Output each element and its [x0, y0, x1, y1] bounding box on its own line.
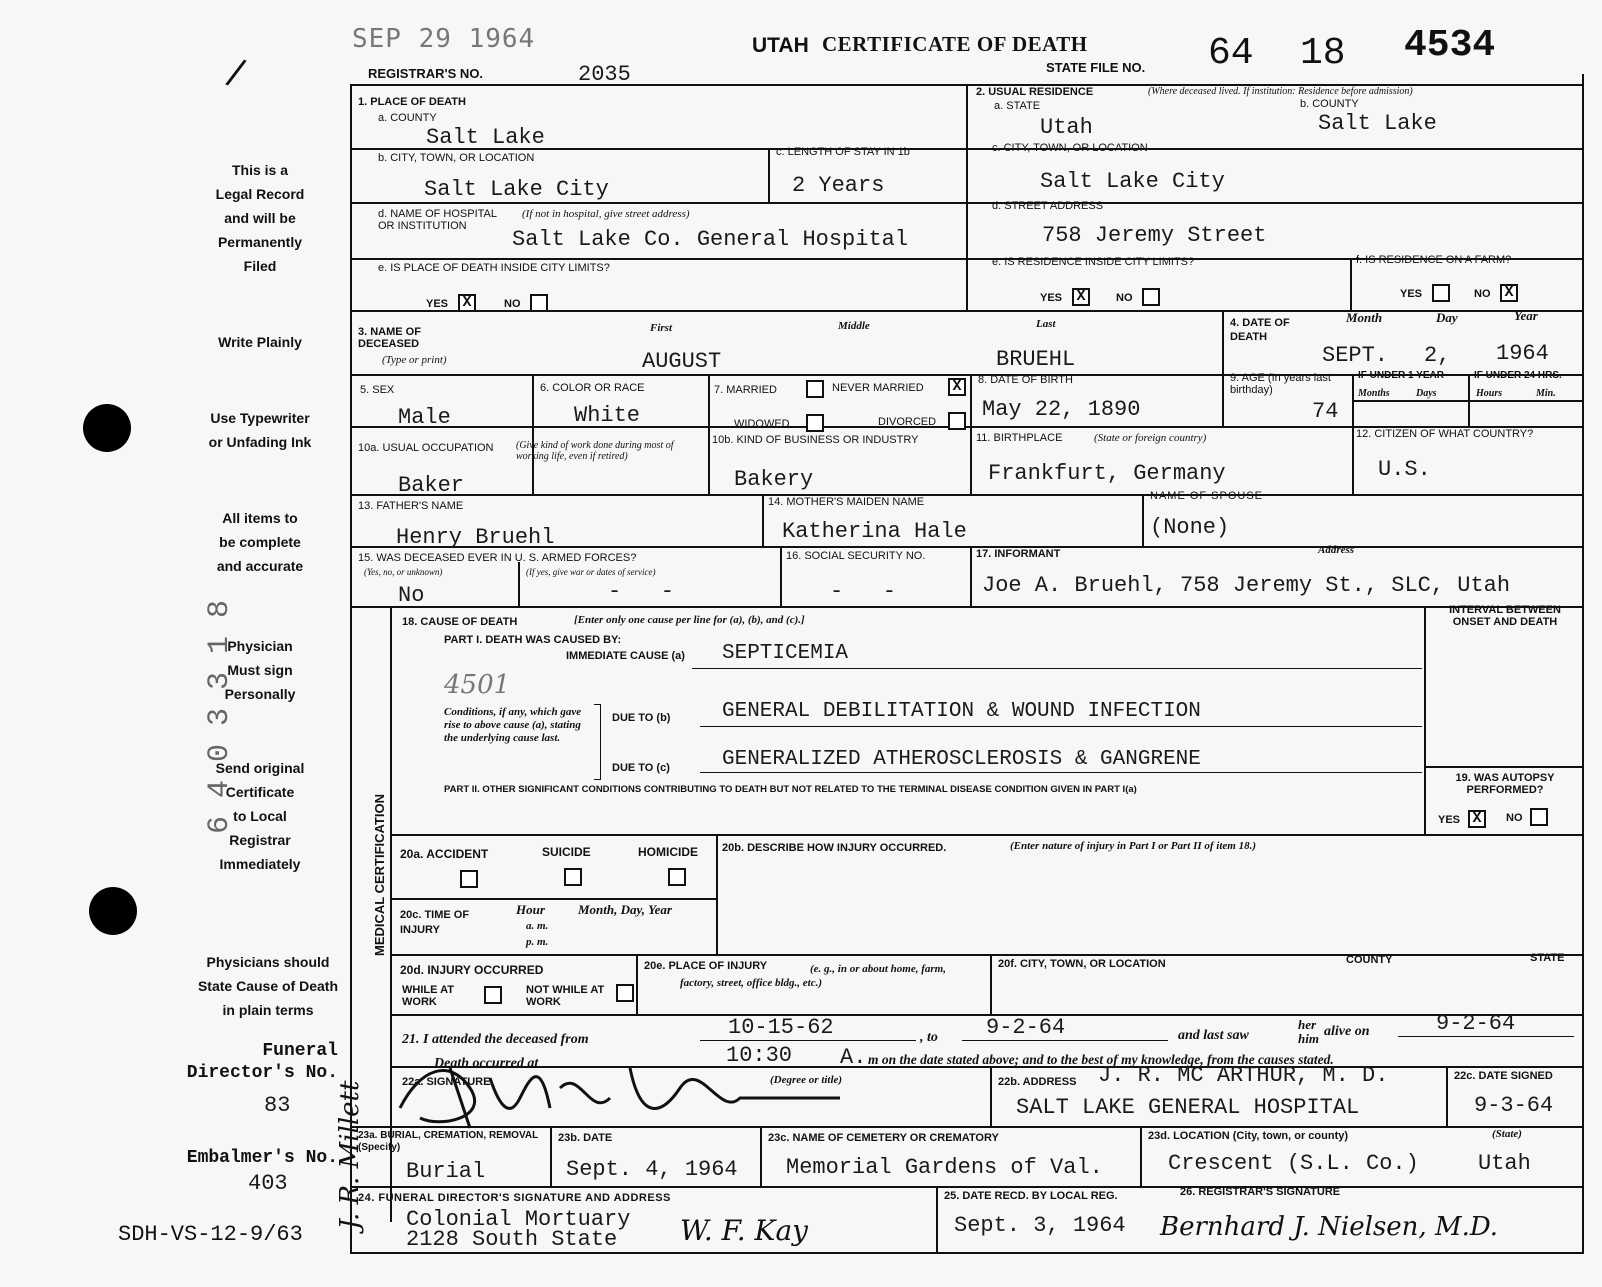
cemetery-label: 23c. NAME OF CEMETERY OR CREMATORY	[768, 1132, 999, 1144]
certificate-title: CERTIFICATE OF DEATH	[822, 32, 1088, 56]
attended-label: 21. I attended the deceased from	[402, 1032, 589, 1047]
part1-label: PART I. DEATH WAS CAUSED BY:	[444, 634, 622, 646]
birthplace-label: 11. BIRTHPLACE	[976, 432, 1063, 444]
last-saw-label: and last saw	[1178, 1028, 1249, 1043]
name-note: (Type or print)	[382, 354, 447, 366]
residence-street: 758 Jeremy Street	[1042, 223, 1267, 248]
never-married-checkbox[interactable]: X	[948, 378, 966, 396]
married-label: 7. MARRIED	[714, 384, 777, 396]
physician-name: J. R. MC ARTHUR, M. D.	[1098, 1063, 1389, 1088]
cause-note: [Enter only one cause per line for (a), (b), and (c).]	[574, 614, 805, 626]
check-mark: /	[223, 51, 249, 94]
injury-county-label: COUNTY	[1346, 954, 1393, 966]
armed-note-a: (Yes, no, or unknown)	[364, 567, 443, 577]
autopsy-label: 19. WAS AUTOPSY PERFORMED?	[1455, 772, 1555, 796]
address-22b-label: 22b. ADDRESS	[998, 1076, 1077, 1088]
spouse-label: NAME OF SPOUSE	[1150, 490, 1264, 502]
vertical-signature: J. R. Millett	[335, 1080, 365, 1230]
race: White	[574, 403, 641, 428]
age-label: 9. AGE (In years last birthday)	[1230, 372, 1331, 396]
no-label: NO	[1116, 292, 1133, 304]
residence-label: 2. USUAL RESIDENCE	[976, 86, 1094, 98]
legal-record-note: This is a Legal Record and will be Permanently Filed	[215, 162, 305, 274]
due-to-b: GENERAL DEBILITATION & WOUND INFECTION	[722, 700, 1201, 723]
yes-label: YES	[1438, 814, 1461, 826]
conditions-bracket	[594, 704, 601, 780]
death-inside-city-label: e. IS PLACE OF DEATH INSIDE CITY LIMITS?	[378, 262, 610, 274]
last-label: Last	[1036, 318, 1056, 330]
write-plainly-note: Write Plainly	[218, 334, 302, 350]
death-day: 2,	[1424, 343, 1451, 368]
year-label: Year	[1514, 308, 1538, 323]
date-signed-label: 22c. DATE SIGNED	[1454, 1070, 1553, 1082]
hours-label: Hours	[1476, 388, 1503, 399]
funeral-director-no: 83	[264, 1093, 291, 1118]
farm-yes-checkbox[interactable]	[1432, 284, 1450, 302]
death-city-label: b. CITY, TOWN, OR LOCATION	[378, 152, 535, 164]
no-label: NO	[1474, 288, 1491, 300]
state-file-no-label: STATE FILE NO.	[1046, 60, 1146, 75]
under-year-label: IF UNDER 1 YEAR	[1358, 370, 1444, 381]
residence-county-label: b. COUNTY	[1300, 98, 1359, 110]
burial-date-label: 23b. DATE	[558, 1132, 613, 1144]
age: 74	[1312, 399, 1339, 424]
burial-location-state: Utah	[1478, 1151, 1531, 1176]
title-prefix: UTAH	[752, 34, 809, 57]
occupation-note: (Give kind of work done during most of working life, even if retired)	[516, 440, 674, 462]
accident-label: 20a. ACCIDENT	[400, 847, 489, 861]
death-month: SEPT.	[1322, 343, 1389, 368]
complete-note: All items to be complete and accurate	[216, 510, 304, 574]
street-address-label: d. STREET ADDRESS	[992, 200, 1104, 212]
armed-note-b: (If yes, give war or dates of service)	[526, 567, 656, 577]
middle-label: Middle	[838, 320, 870, 332]
occupation: Baker	[398, 473, 465, 498]
father-name: Henry Bruehl	[396, 525, 555, 550]
alive-on-line	[1398, 1036, 1574, 1037]
address-label: Address	[1318, 544, 1355, 556]
registrar-signature: Bernhard J. Nielsen, M.D.	[1160, 1212, 1499, 1242]
cemetery: Memorial Gardens of Val.	[786, 1155, 1103, 1180]
death-inside-city-yes-checkbox[interactable]: X	[458, 294, 476, 312]
residence-inside-city-label: e. IS RESIDENCE INSIDE CITY LIMITS?	[992, 256, 1195, 268]
to-label: , to	[920, 1030, 938, 1045]
date-signed: 9-3-64	[1474, 1093, 1554, 1118]
informant-label: 17. INFORMANT	[976, 548, 1061, 560]
birthplace-note: (State or foreign country)	[1094, 432, 1207, 444]
attended-to-line	[962, 1040, 1168, 1041]
race-label: 6. COLOR OR RACE	[540, 382, 645, 394]
date-of-birth: May 22, 1890	[982, 397, 1141, 422]
residence-state: Utah	[1040, 115, 1093, 140]
registrar-no: 2035	[578, 62, 631, 87]
death-year: 1964	[1496, 341, 1549, 366]
hour-label: Hour	[516, 902, 545, 917]
dob-label: 8. DATE OF BIRTH	[978, 374, 1073, 386]
ssn-label: 16. SOCIAL SECURITY NO.	[786, 550, 926, 562]
typewriter-note: Use Typewriter or Unfading Ink	[208, 410, 312, 450]
am-label: a. m.	[526, 920, 549, 932]
sex: Male	[398, 405, 451, 430]
residence-city: Salt Lake City	[1040, 169, 1225, 194]
while-at-work-checkbox[interactable]	[484, 986, 502, 1004]
farm-no-checkbox[interactable]: X	[1500, 284, 1518, 302]
hospital-name: Salt Lake Co. General Hospital	[512, 227, 909, 252]
vertical-serial-number: 6 4 0 3 3 1 8	[203, 599, 237, 835]
state-file-no-c: 4534	[1404, 24, 1496, 67]
war-service: - -	[608, 579, 675, 604]
length-of-stay: 2 Years	[792, 173, 885, 198]
injury-state-label: STATE	[1530, 952, 1565, 964]
place-of-injury-note: (e. g., in or about home, farm, factory, street, office bldg., etc.)	[680, 963, 946, 989]
not-while-at-work-checkbox[interactable]	[616, 984, 634, 1002]
sex-label: 5. SEX	[360, 384, 395, 396]
registrar-signature-label: 26. REGISTRAR'S SIGNATURE	[1180, 1186, 1341, 1198]
date-received-label: 25. DATE RECD. BY LOCAL REG.	[944, 1190, 1118, 1202]
interval-label: INTERVAL BETWEEN ONSET AND DEATH	[1449, 604, 1561, 628]
funeral-director-signature-label: 24. FUNERAL DIRECTOR'S SIGNATURE AND ADDRESS	[358, 1192, 671, 1204]
business-label: 10b. KIND OF BUSINESS OR INDUSTRY	[712, 434, 919, 446]
day-label: Day	[1436, 310, 1458, 325]
physician-signature	[380, 1028, 850, 1138]
informant: Joe A. Bruehl, 758 Jeremy St., SLC, Utah	[982, 573, 1511, 598]
form-number: SDH-VS-12-9/63	[118, 1222, 303, 1247]
state-file-no-b: 18	[1300, 32, 1346, 75]
yes-label: YES	[1040, 292, 1063, 304]
time-of-injury-label: 20c. TIME OF INJURY	[400, 909, 470, 936]
describe-injury-note: (Enter nature of injury in Part I or Part II of item 18.)	[1010, 840, 1257, 852]
no-label: NO	[1506, 812, 1523, 824]
accident-checkbox[interactable]	[460, 870, 478, 888]
under-day-label: IF UNDER 24 HRS.	[1474, 370, 1562, 381]
suicide-checkbox[interactable]	[564, 868, 582, 886]
residence-note: (Where deceased lived. If institution: Residence before admission)	[1148, 86, 1413, 97]
burial-method: Burial	[406, 1159, 486, 1184]
month-label: Month	[1346, 310, 1383, 325]
alive-on: 9-2-64	[1436, 1011, 1516, 1036]
immediate-cause-label: IMMEDIATE CAUSE (a)	[566, 650, 685, 662]
social-security-no: - -	[830, 579, 897, 604]
conditions-note: Conditions, if any, which gave rise to above cause (a), stating the underlying cause last.	[444, 706, 582, 744]
physician-note: Physician Must sign Personally	[224, 638, 296, 702]
armed-forces: No	[398, 583, 425, 608]
burial-method-label: 23a. BURIAL, CREMATION, REMOVAL (Specify)	[358, 1130, 539, 1153]
divorced-checkbox[interactable]	[948, 412, 966, 430]
due-to-c-line	[700, 772, 1422, 773]
length-of-stay-label: c. LENGTH OF STAY IN 1b	[776, 146, 910, 158]
death-meridiem: A.	[840, 1045, 867, 1070]
send-original-note: Send original Certificate to Local Registrar Immediately	[215, 760, 305, 872]
widowed-label: WIDOWED	[734, 418, 790, 430]
citizen-label: 12. CITIZEN OF WHAT COUNTRY?	[1356, 428, 1534, 440]
funeral-director-label: Funeral Director's No.	[186, 1041, 338, 1083]
days-label: Days	[1416, 388, 1437, 399]
degree-label: (Degree or title)	[770, 1074, 843, 1086]
no-label: NO	[504, 298, 521, 310]
embalmer-no: 403	[248, 1171, 288, 1196]
funeral-home-address: 2128 South State	[406, 1227, 618, 1252]
spouse-name: (None)	[1150, 515, 1230, 540]
yes-label: YES	[426, 298, 449, 310]
mother-label: 14. MOTHER'S MAIDEN NAME	[768, 496, 925, 508]
injury-occurred-label: 20d. INJURY OCCURRED	[400, 963, 544, 977]
residence-inside-city-yes-checkbox[interactable]: X	[1072, 288, 1090, 306]
death-time: 10:30	[726, 1043, 793, 1068]
physician-address: SALT LAKE GENERAL HOSPITAL	[1016, 1095, 1360, 1120]
cause-code: 4501	[444, 670, 511, 700]
cause-plain-note: Physicians should State Cause of Death in plain terms	[197, 954, 339, 1018]
yes-label: YES	[1400, 288, 1423, 300]
date-of-death-label: 4. DATE OF DEATH	[1230, 317, 1290, 343]
place-of-death-label: 1. PLACE OF DEATH	[358, 96, 466, 108]
married-checkbox[interactable]	[806, 380, 824, 398]
death-statement: m on the date stated above; and to the best of my knowledge, from the causes stated.	[868, 1052, 1334, 1067]
never-married-label: NEVER MARRIED	[832, 382, 924, 394]
min-label: Min.	[1536, 388, 1556, 399]
attended-from: 10-15-62	[728, 1015, 834, 1040]
date-received: Sept. 3, 1964	[954, 1213, 1126, 1238]
mother-name: Katherina Hale	[782, 519, 967, 544]
months-label: Months	[1358, 388, 1390, 399]
due-to-c: GENERALIZED ATHEROSCLEROSIS & GANGRENE	[722, 748, 1201, 771]
her-him-label: her him	[1298, 1017, 1319, 1046]
month-day-year-label: Month, Day, Year	[578, 902, 672, 917]
embalmer-label: Embalmer's No.	[186, 1148, 338, 1168]
residence-city-label: c. CITY, TOWN, OR LOCATION	[992, 142, 1148, 154]
signature-label: 22a. SIGNATURE	[402, 1076, 491, 1088]
residence-state-label: a. STATE	[994, 100, 1041, 112]
birthplace: Frankfurt, Germany	[988, 461, 1226, 486]
widowed-checkbox[interactable]	[806, 414, 824, 432]
punch-hole	[89, 887, 137, 935]
due-to-b-line	[700, 726, 1422, 727]
immediate-cause: SEPTICEMIA	[722, 642, 849, 665]
alive-on-label: alive on	[1324, 1024, 1370, 1039]
funeral-director-signature: W. F. Kay	[680, 1214, 808, 1247]
pm-label: p. m.	[526, 936, 549, 948]
residence-inside-city-no-checkbox[interactable]	[1142, 288, 1160, 306]
county-label: a. COUNTY	[378, 112, 437, 124]
due-to-b-label: DUE TO (b)	[612, 712, 671, 724]
registrar-no-label: REGISTRAR'S NO.	[368, 66, 484, 81]
immediate-cause-line	[692, 668, 1422, 669]
funeral-home-name: Colonial Mortuary	[406, 1207, 631, 1232]
deceased-first-name: AUGUST	[642, 349, 722, 374]
hospital-label: d. NAME OF HOSPITAL OR INSTITUTION	[378, 208, 497, 232]
injury-city-label: 20f. CITY, TOWN, OR LOCATION	[998, 958, 1166, 970]
divorced-label: DIVORCED	[878, 416, 937, 428]
deceased-last-name: BRUEHL	[996, 347, 1076, 372]
autopsy-yes-checkbox[interactable]: X	[1468, 810, 1486, 828]
state-file-no-a: 64	[1208, 32, 1254, 75]
due-to-c-label: DUE TO (c)	[612, 762, 670, 774]
death-county: Salt Lake	[426, 125, 545, 150]
death-inside-city-no-checkbox[interactable]	[530, 294, 548, 312]
farm-label: f. IS RESIDENCE ON A FARM?	[1356, 254, 1512, 266]
burial-location: Crescent (S.L. Co.)	[1168, 1151, 1419, 1176]
autopsy-no-checkbox[interactable]	[1530, 808, 1548, 826]
place-of-injury-label: 20e. PLACE OF INJURY	[644, 960, 768, 972]
describe-injury-label: 20b. DESCRIBE HOW INJURY OCCURRED.	[722, 842, 947, 854]
armed-forces-label: 15. WAS DECEASED EVER IN U. S. ARMED FORCES?	[358, 552, 637, 564]
death-occurred-label: Death occurred at	[434, 1056, 539, 1071]
punch-hole	[83, 404, 131, 452]
attended-to: 9-2-64	[986, 1015, 1066, 1040]
cause-of-death-label: 18. CAUSE OF DEATH	[402, 616, 518, 628]
occupation-label: 10a. USUAL OCCUPATION	[358, 442, 494, 454]
received-stamp: SEP 29 1964	[352, 24, 536, 54]
first-label: First	[650, 322, 673, 334]
suicide-label: SUICIDE	[542, 845, 591, 859]
residence-county: Salt Lake	[1318, 111, 1437, 136]
while-at-work-label: WHILE AT WORK	[402, 984, 454, 1008]
burial-date: Sept. 4, 1964	[566, 1157, 738, 1182]
citizen: U.S.	[1378, 457, 1431, 482]
father-label: 13. FATHER'S NAME	[358, 500, 464, 512]
location-label: 23d. LOCATION (City, town, or county)	[1148, 1130, 1349, 1142]
medical-certification-label: MEDICAL CERTIFICATION	[372, 793, 387, 956]
homicide-checkbox[interactable]	[668, 868, 686, 886]
part2-label: PART II. OTHER SIGNIFICANT CONDITIONS CONTRIBUTING TO DEATH BUT NOT RELATED TO THE TERMINAL DISEASE CONDITION GIVEN IN PART I(a)	[444, 784, 1137, 795]
not-while-at-work-label: NOT WHILE AT WORK	[526, 984, 605, 1008]
homicide-label: HOMICIDE	[638, 845, 698, 859]
name-label: 3. NAME OF DECEASED	[358, 326, 421, 350]
death-city: Salt Lake City	[424, 177, 609, 202]
location-state-label: (State)	[1492, 1128, 1522, 1140]
business: Bakery	[734, 467, 814, 492]
hospital-note: (If not in hospital, give street address)	[522, 208, 690, 220]
